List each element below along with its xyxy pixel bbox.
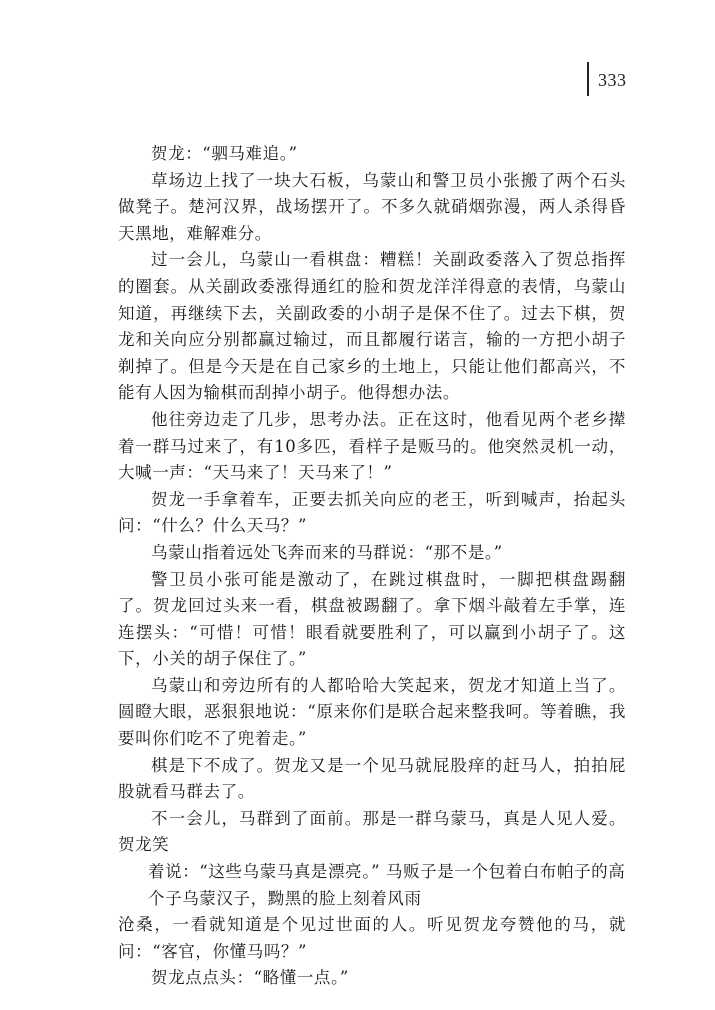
paragraph: 他往旁边走了几步，思考办法。正在这时，他看见两个老乡撵着一群马过来了，有10多匹，看样子是贩马的。他突然灵机一动，大喊一声：“天马来了！天马来了！” (118, 409, 626, 483)
paragraph: 沧桑，一看就知道是个见过世面的人。听见贺龙夸赞他的马，就问：“客官，你懂马吗？” (118, 915, 626, 961)
paragraph: 贺龙一手拿着车，正要去抓关向应的老王，听到喊声，抬起头问：“什么？什么天马？” (118, 489, 626, 536)
page-number: 333 (598, 70, 627, 90)
paragraph: 乌蒙山指着远处飞奔而来的马群说：“那不是。” (151, 542, 503, 562)
paragraph: 贺龙：“驷马难追。” (151, 144, 298, 163)
narrow-line: 个子乌蒙汉子，黝黑的脸上刻着风雨 (148, 888, 422, 908)
paragraph: 乌蒙山和旁边所有的人都哈哈大笑起来，贺龙才知道上当了。圆瞪大眼，恶狠狠地说：“原来你们是联合起来整我呵。等着瞧，我要叫你们吃不了兜着走。” (118, 675, 626, 749)
narrow-line: 不一会儿，马群到了面前。那是一群乌蒙马，真是人见人爱。 贺龙笑 (118, 808, 626, 855)
paragraph: 警卫员小张可能是激动了，在跳过棋盘时，一脚把棋盘踢翻了。贺龙回过头来一看，棋盘被踢翻了。拿下烟斗敲着左手掌，连连摆头：“可惜！可惜！眼看就要胜利了，可以赢到小胡子了。这下，小关的胡子保住了。” (118, 569, 626, 669)
paragraph: 棋是下不成了。贺龙又是一个见马就屁股痒的赶马人，拍拍屁股就看马群去了。 (118, 755, 626, 802)
narrow-line: 着说：“这些乌蒙马真是漂亮。” 马贩子是一个包着白布帕子的高 (148, 862, 626, 882)
paragraph: 贺龙点点头：“略懂一点。” (151, 968, 349, 988)
header-rule (587, 62, 589, 96)
body-text (118, 141, 626, 992)
paragraph: 过一会儿，乌蒙山一看棋盘：糟糕！关副政委落入了贺总指挥的圈套。从关副政委涨得通红的脸和贺龙洋洋得意的表情，乌蒙山知道，再继续下去，关副政委的小胡子是保不住了。过去下棋，贺龙和关向应分别都赢过输过，而且都履行诺言，输的一方把小胡子剃掉了。但是今天是在自己家乡的土地上，只能让他们都高兴，不能有人因为输棋而刮掉小胡子。他得想办法。 (118, 250, 626, 403)
paragraph: 草场边上找了一块大石板，乌蒙山和警卫员小张搬了两个石头做凳子。楚河汉界，战场摆开了。不多久就硝烟弥漫，两人杀得昏天黑地，难解难分。 (118, 170, 626, 243)
